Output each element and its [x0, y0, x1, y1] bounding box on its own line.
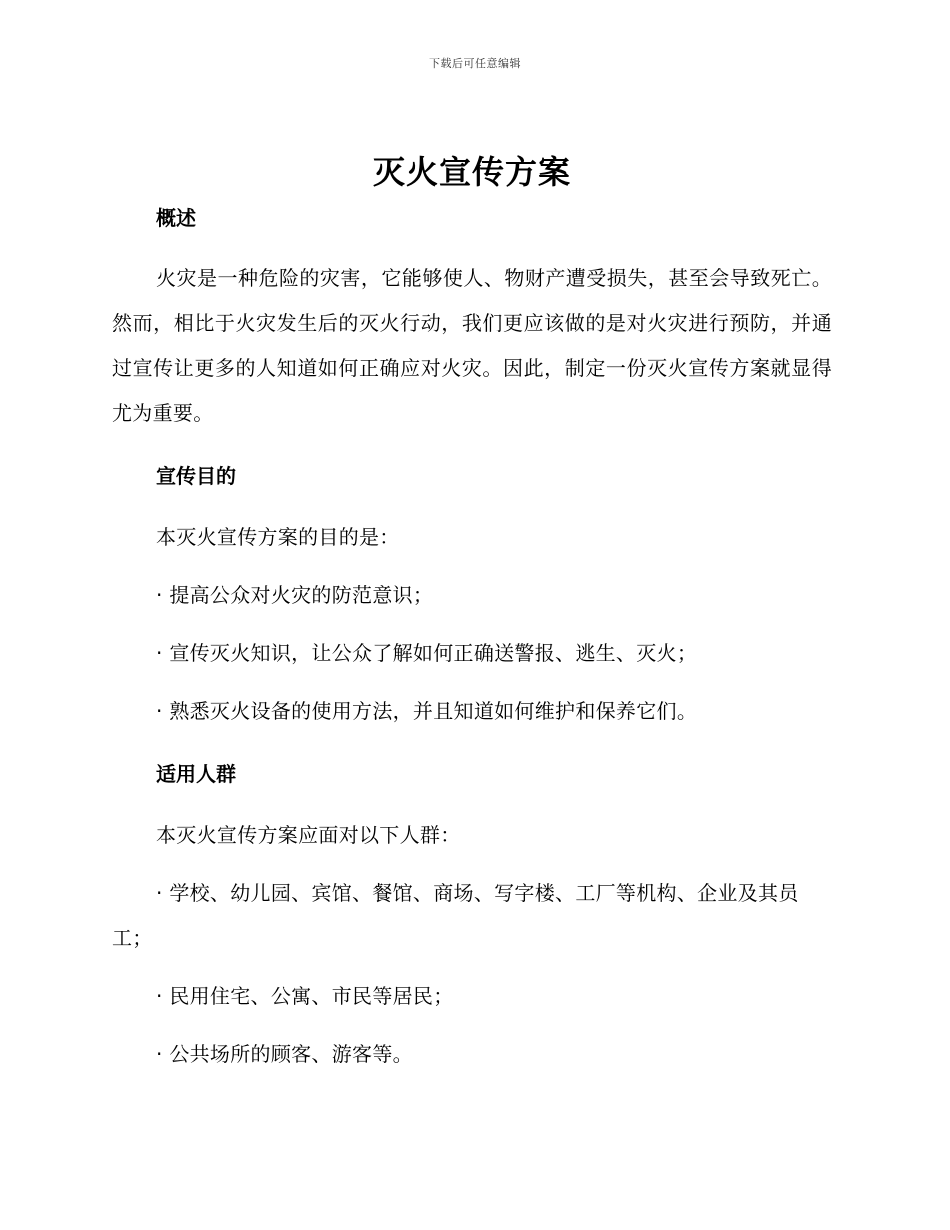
purpose-bullet-item: · 提高公众对火灾的防范意识； [156, 583, 434, 607]
document-body [112, 150, 832, 1077]
section-heading-purpose: 宣传目的 [156, 464, 236, 488]
page-header-note: 下载后可任意编辑 [429, 57, 521, 70]
purpose-bullet-item: · 熟悉灭火设备的使用方法，并且知道如何维护和保养它们。 [156, 699, 698, 723]
audience-bullet-item: · 公共场所的顾客、游客等。 [156, 1042, 413, 1066]
section-heading-overview: 概述 [156, 206, 196, 230]
audience-bullet-item: · 学校、幼儿园、宾馆、餐馆、商场、写字楼、工厂等机构、企业及其员工； [112, 881, 799, 950]
audience-bullet-item: · 民用住宅、公寓、市民等居民； [156, 984, 454, 1008]
section-heading-audience: 适用人群 [156, 762, 236, 786]
document-title: 灭火宣传方案 [372, 153, 571, 191]
audience-intro: 本灭火宣传方案应面对以下人群： [156, 823, 461, 847]
purpose-intro: 本灭火宣传方案的目的是： [156, 525, 400, 549]
purpose-bullet-item: · 宣传灭火知识，让公众了解如何正确送警报、逃生、灭火； [156, 641, 698, 665]
overview-paragraph: 火灾是一种危险的灾害，它能够使人、物财产遭受损失，甚至会导致死亡。然而，相比于火灾发生后的灭火行动，我们更应该做的是对火灾进行预防，并通过宣传让更多的人知道如何正确应对火灾。因此，制定一份灭火宣传方案就显得尤为重要。 [112, 266, 832, 425]
